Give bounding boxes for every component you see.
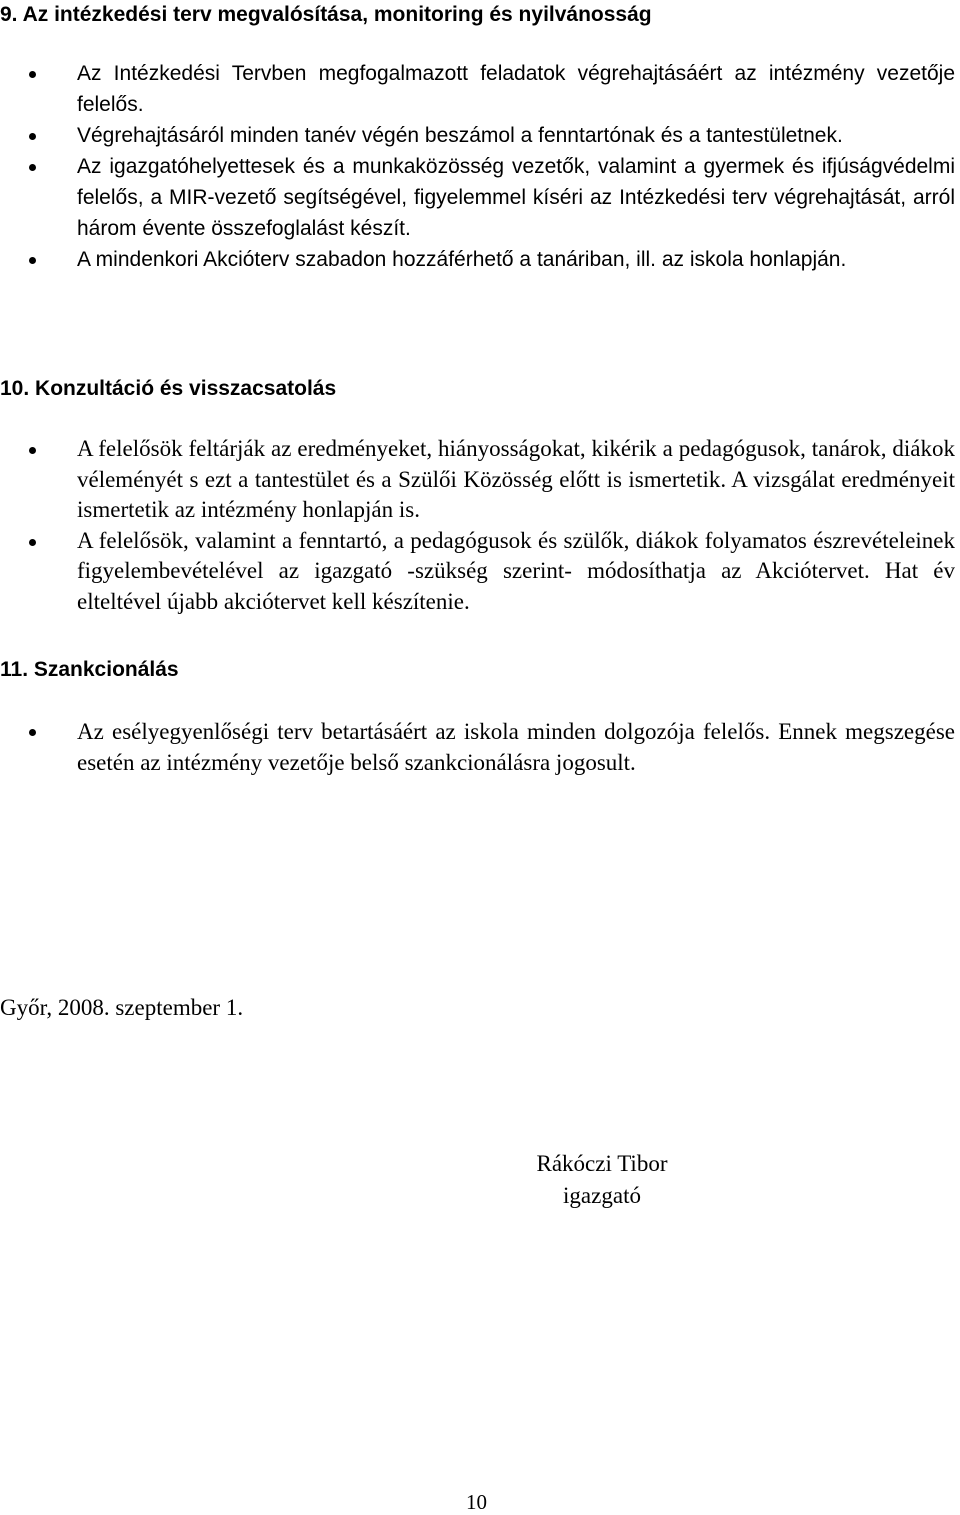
list-item: A felelősök, valamint a fenntartó, a pedagógusok és szülők, diákok folyamatos észrevételeinek figyelembevételével az igazgató -szükség szerint- módosíthatja az Akciótervet. Hat év elteltével újabb akciótervet kell készítenie. (0, 526, 955, 618)
section-10-heading: 10. Konzultáció és visszacsatolás (0, 377, 337, 400)
list-item: A mindenkori Akcióterv szabadon hozzáférhető a tanáriban, ill. az iskola honlapján. (0, 244, 955, 275)
list-item: Végrehajtásáról minden tanév végén beszámol a fenntartónak és a tantestületnek. (0, 120, 955, 151)
section-9-heading: 9. Az intézkedési terv megvalósítása, monitoring és nyilvánosság (0, 3, 652, 26)
list-item: A felelősök feltárják az eredményeket, hiányosságokat, kikérik a pedagógusok, tanárok, diákok véleményét s ezt a tantestület és a Szülői Közösség előtt is ismertetik. A vizsgálat eredményeit ismertetik az intézmény honlapján is. (0, 434, 955, 526)
signature-title: igazgató (563, 1183, 641, 1208)
list-item: Az Intézkedési Tervben megfogalmazott feladatok végrehajtásáért az intézmény vezetője felelős. (0, 58, 955, 120)
page-number: 10 (466, 1490, 487, 1514)
list-item: Az igazgatóhelyettesek és a munkaközösség vezetők, valamint a gyermek és ifjúságvédelmi felelős, a MIR-vezető segítségével, figyelemmel kíséri az Intézkedési terv végrehajtását, arról három évente összefoglalást készít. (0, 151, 955, 244)
signature-name: Rákóczi Tibor (536, 1151, 668, 1176)
place-date: Győr, 2008. szeptember 1. (0, 995, 244, 1020)
list-item: Az esélyegyenlőségi terv betartásáért az iskola minden dolgozója felelős. Ennek megszegése esetén az intézmény vezetője belső szankcionálásra jogosult. (0, 716, 955, 778)
signature-block (492, 1148, 712, 1212)
section-11-heading: 11. Szankcionálás (0, 658, 179, 681)
section-10-list (0, 434, 955, 617)
section-11-list (0, 716, 955, 778)
section-9-list (0, 58, 955, 275)
